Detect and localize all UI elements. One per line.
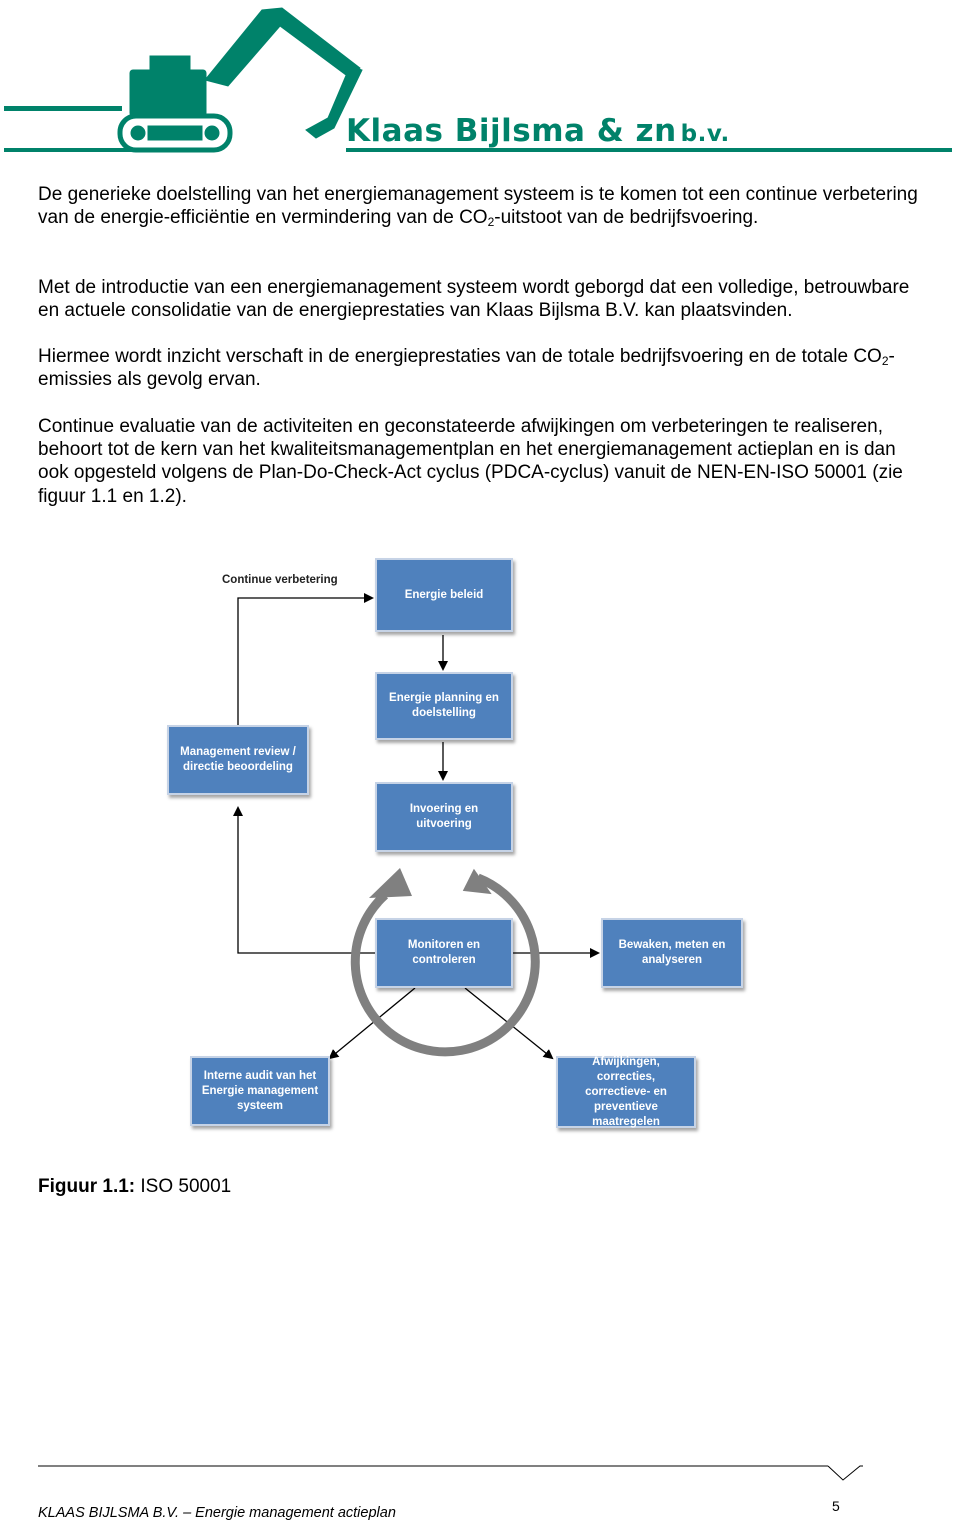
paragraph-evaluatie: Continue evaluatie van de activiteiten en geconstateerde afwijkingen om verbeteringen te realiseren, behoort tot de kern van het kwaliteitsmanagementplan en het energiemanagement actieplan en is dan ook opgesteld volgens de Plan-Do-Check-Act cyclus (PDCA-cyclus) vanuit de NEN-EN-ISO 50001 (zie figuur 1.1 en 1.2). — [38, 416, 903, 507]
footer-company: KLAAS BIJLSMA B.V. — [38, 1505, 180, 1521]
subscript: 2 — [881, 354, 889, 368]
label-continue-verbetering: Continue verbetering — [222, 574, 338, 586]
footer-separator: – — [183, 1505, 192, 1521]
figure-caption — [38, 1176, 231, 1198]
paragraph-text: -uitstoot van de bedrijfsvoering. — [494, 207, 759, 229]
paragraph-text: -emissies als gevolg ervan. — [38, 346, 895, 391]
subscript: 2 — [487, 215, 495, 230]
caption-text: ISO 50001 — [140, 1176, 232, 1197]
arrow-monitoren-audit — [330, 988, 415, 1058]
caption-label: Figuur 1.1: — [38, 1176, 136, 1197]
box-invoering: Invoering en uitvoering — [375, 782, 513, 852]
pdca-diagram — [160, 550, 760, 1135]
box-bewaken: Bewaken, meten en analyseren — [601, 918, 743, 988]
page-number: 5 — [832, 1498, 840, 1514]
arrow-monitoren-review — [238, 808, 375, 953]
box-afwijkingen: Afwijkingen, correcties, correctieve- en preventieve maatregelen — [556, 1056, 696, 1128]
box-management-review: Management review / directie beoordeling — [167, 725, 309, 795]
footer-rule — [38, 1460, 868, 1484]
footer-text — [38, 1505, 396, 1521]
excavator-icon — [120, 8, 362, 150]
company-logo-text — [346, 113, 730, 149]
paragraph-inzicht — [38, 345, 928, 391]
page-header — [0, 0, 960, 160]
company-name: Klaas Bijlsma & zn — [346, 113, 677, 149]
box-monitoren: Monitoren en controleren — [375, 918, 513, 988]
footer-title: Energie management actieplan — [195, 1505, 396, 1521]
paragraph-introductie: Met de introductie van een energiemanagement systeem wordt geborgd dat een volledige, betrouwbare en actuele consolidatie van de energieprestaties van Klaas Bijlsma B.V. kan plaatsvinden. — [38, 277, 910, 322]
paragraph-text: De generieke doelstelling van het energiemanagement systeem is te komen tot een continue verbetering van de energie-efficiëntie en vermindering van de CO — [38, 184, 918, 229]
box-energie-beleid: Energie beleid — [375, 558, 513, 632]
header-rule-left — [4, 106, 122, 111]
paragraph-doelstelling — [38, 183, 928, 229]
box-interne-audit: Interne audit van het Energie management systeem — [190, 1056, 330, 1126]
company-suffix: b.v. — [680, 121, 730, 147]
arrow-continue-verbetering — [238, 598, 372, 725]
paragraph-text: Hiermee wordt inzicht verschaft in de energieprestaties van de totale bedrijfsvoering en de totale CO — [38, 346, 882, 367]
box-energie-planning: Energie planning en doelstelling — [375, 672, 513, 740]
